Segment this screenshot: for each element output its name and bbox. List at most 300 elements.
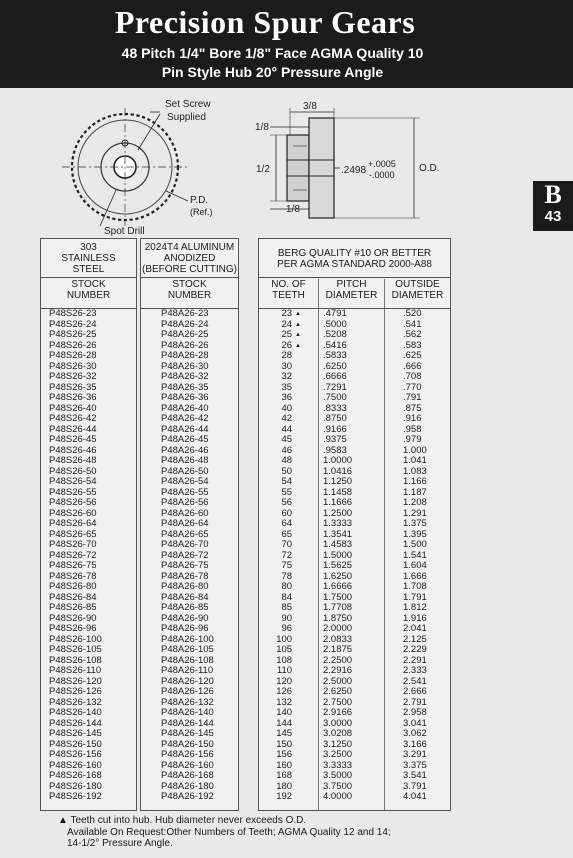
pitch-diameter: 1.2500 [323,507,353,519]
specifications-heading [259,239,450,278]
outside-diameter: 1.208 [403,497,427,508]
pitch-diameter: 2.9166 [323,707,353,718]
outside-diameter: .958 [403,423,422,435]
stainless-stock-number: P48S26-150 [49,738,102,750]
pitch-diameter: .5833 [323,350,347,361]
column-header-line: NO. OF [271,279,306,290]
heading-line: PER AGMA STANDARD 2000-A88 [277,259,432,270]
teeth-count: 60 [281,507,293,519]
table-row [259,383,301,394]
aluminum-stock-number: P48A26-192 [161,791,214,802]
heading-line: STAINLESS [61,253,116,264]
outside-diameter: 1.500 [403,539,427,550]
hub-cut-marker-icon: ▲ [295,321,301,328]
teeth-count: 28 [281,350,293,361]
table-row [259,351,301,362]
table-row [259,404,301,415]
page-title: Precision Spur Gears [114,4,416,40]
teeth-count: 70 [281,539,293,550]
teeth-count: 50 [281,465,293,477]
column-header-line: DIAMETER [391,290,444,301]
aluminum-stock-number: P48A26-78 [161,570,209,582]
pitch-diameter: .5000 [323,318,347,330]
outside-diameter: 1.041 [403,455,427,466]
stainless-steel-heading [41,239,136,278]
teeth-count: 26 [281,339,293,351]
outside-diameter: 1.708 [403,581,427,592]
outside-diameter: 2.958 [403,707,427,718]
outside-diameter: .625 [403,350,422,361]
outside-diameter: 2.333 [403,665,427,676]
stainless-stock-number: P48S26-23 [49,308,97,319]
table-row [161,792,236,803]
aluminum-stock-number: P48A26-30 [161,360,209,372]
column-divider [318,279,319,810]
aluminum-stock-number: P48A26-60 [161,507,209,519]
aluminum-stock-number: P48A26-48 [161,455,209,466]
dim-bottom-face: 1/8 [286,204,300,215]
specifications-panel [258,238,451,811]
outside-diameter: 3.375 [403,759,427,771]
table-row [259,477,301,488]
pitch-diameter: 2.0000 [323,623,353,634]
teeth-count: 85 [281,602,293,613]
stainless-stock-number: P48S26-90 [49,612,97,624]
pitch-diameter: 3.0208 [323,728,353,739]
pitch-diameter-column [323,309,373,803]
stainless-stock-number: P48S26-168 [49,770,102,781]
pitch-diameter: .9375 [323,434,347,445]
pitch-diameter: 1.1666 [323,497,353,508]
table-row [259,488,301,499]
pitch-diameter: 3.7500 [323,780,353,792]
teeth-count: 150 [276,738,293,750]
outside-diameter: 3.791 [403,780,427,792]
table-row [259,435,301,446]
aluminum-stock-number: P48A26-145 [161,728,214,739]
outside-diameter: 2.291 [403,654,427,666]
hub-cut-marker-icon: ▲ [295,311,301,317]
stainless-stock-number: P48S26-85 [49,602,97,613]
teeth-count: 105 [276,644,293,655]
outside-diameter: .791 [403,392,422,403]
dim-top-face: 1/8 [255,122,269,133]
outside-diameter: 1.375 [403,518,427,529]
table-row [259,362,301,373]
outside-diameter: 1.604 [403,560,427,571]
teeth-count: 96 [281,623,293,634]
aluminum-stock-number: P48A26-126 [161,686,214,697]
pitch-diameter: .5416 [323,339,347,351]
pitch-diameter: 1.4583 [323,539,353,550]
stainless-stock-number: P48S26-25 [49,329,97,340]
outside-diameter: 3.291 [403,749,427,760]
aluminum-stock-number: P48A26-80 [161,581,209,592]
aluminum-panel [140,238,239,811]
outside-diameter: 1.187 [403,486,427,498]
aluminum-stock-number: P48A26-70 [161,539,209,550]
teeth-count: 78 [281,570,293,582]
stainless-stock-number: P48S26-105 [49,644,102,655]
pitch-diameter: 2.6250 [323,686,353,697]
heading-line: STEEL [72,264,105,275]
aluminum-stock-number: P48A26-40 [161,402,209,414]
teeth-count: 100 [276,633,293,645]
pitch-diameter: 3.2500 [323,749,353,760]
teeth-column [259,309,301,803]
aluminum-stock-number: P48A26-156 [161,749,214,760]
aluminum-stock-number: P48A26-120 [161,675,214,687]
outside-diameter: 1.083 [403,465,427,477]
pitch-diameter: .9583 [323,444,347,456]
stainless-stock-number: P48S26-110 [49,665,102,676]
aluminum-stock-number: P48A26-100 [161,633,214,645]
teeth-count: 55 [281,486,293,498]
table-row [259,519,301,530]
dim-hub-height: 1/2 [256,164,270,175]
outside-diameter: 3.062 [403,728,427,739]
pitch-diameter: 2.2916 [323,665,353,676]
pitch-diameter: 3.5000 [323,770,353,781]
pitch-diameter-header [319,279,384,307]
aluminum-stock-number: P48A26-24 [161,318,209,330]
dim-bore-tol-minus: -.0000 [369,170,395,180]
set-screw-label-2: Supplied [167,112,206,123]
aluminum-stock-number: P48A26-64 [161,518,209,529]
teeth-count: 140 [276,707,293,718]
aluminum-stock-number: P48A26-45 [161,434,209,445]
teeth-header [259,279,318,307]
aluminum-stock-number: P48A26-23 [161,308,209,319]
stainless-stock-number: P48S26-26 [49,339,97,351]
spot-drill-label: Spot Drill [104,226,145,237]
teeth-count: 46 [281,444,293,456]
heading-line: BERG QUALITY #10 OR BETTER [277,248,432,259]
heading-line: ANODIZED [163,253,216,264]
stainless-stock-number: P48S26-48 [49,455,97,466]
pitch-diameter: 1.5000 [323,549,353,561]
outside-diameter: 1.291 [403,507,427,519]
spec-subtitle-1: 48 Pitch 1/4" Bore 1/8" Face AGMA Quality 10 [121,45,424,61]
stainless-stock-number: P48S26-32 [49,371,97,382]
column-header-line: DIAMETER [325,290,378,301]
stainless-stock-number: P48S26-78 [49,570,97,582]
teeth-count: 40 [281,402,293,414]
teeth-count: 32 [281,371,293,382]
pitch-diameter: 1.0000 [323,455,353,466]
pitch-diameter: 1.7708 [323,602,353,613]
table-row [259,456,301,467]
stainless-stock-number: P48S26-108 [49,654,102,666]
teeth-count: 54 [281,476,293,487]
stainless-stock-number: P48S26-42 [49,413,97,424]
teeth-count: 48 [281,455,293,466]
outside-diameter: 2.541 [403,675,427,687]
aluminum-stock-number: P48A26-168 [161,770,214,781]
aluminum-stock-number: P48A26-144 [161,717,214,729]
aluminum-stock-number: P48A26-72 [161,549,209,561]
teeth-count: 72 [281,549,293,561]
stock-number-header [41,279,136,307]
footnote-line-1: ▲ Teeth cut into hub. Hub diameter never exceeds O.D. [58,815,307,826]
pitch-diameter: 1.1458 [323,486,353,498]
stainless-stock-number: P48S26-36 [49,392,97,403]
outside-diameter: 2.041 [403,623,427,634]
table-row [259,540,301,551]
table-row [259,551,301,562]
pitch-diameter: 2.1875 [323,644,353,655]
column-header-line: NUMBER [66,290,111,301]
dim-outside-diameter: O.D. [419,163,440,174]
table-row [259,593,301,604]
table-row [259,572,301,583]
stainless-stock-number: P48S26-24 [49,318,97,330]
outside-diameter: .708 [403,371,422,382]
gear-drawing [0,88,573,238]
heading-line: 2024T4 ALUMINUM [144,242,235,253]
table-row [259,320,301,331]
aluminum-stock-number: P48A26-32 [161,371,209,382]
stainless-stock-number: P48S26-126 [49,686,102,697]
pitch-diameter: .5208 [323,329,347,340]
hub-cut-marker-icon: ▲ [295,332,301,338]
aluminum-stock-number: P48A26-160 [161,759,214,771]
table-row [403,792,443,803]
aluminum-stock-number: P48A26-26 [161,339,209,351]
teeth-count: 120 [276,675,293,687]
table-row [259,614,301,625]
outside-diameter: 1.166 [403,476,427,487]
dim-bore-tol-plus: +.0005 [368,159,396,169]
aluminum-stock-number: P48A26-96 [161,623,209,634]
aluminum-heading [141,239,238,278]
outside-diameter: 4.041 [403,791,427,802]
stainless-stock-number: P48S26-160 [49,759,102,771]
stainless-stock-number: P48S26-120 [49,675,102,687]
outside-diameter: 1.812 [403,602,427,613]
aluminum-stock-number: P48A26-56 [161,497,209,508]
teeth-count: 168 [276,770,293,781]
stainless-stock-number: P48S26-46 [49,444,97,456]
spec-subtitle-2: Pin Style Hub 20° Pressure Angle [161,64,384,80]
outside-diameter-column [403,309,443,803]
pitch-diameter: 1.3333 [323,518,353,529]
stainless-stock-number: P48S26-80 [49,581,97,592]
aluminum-stock-column [161,309,236,803]
stainless-stock-number: P48S26-192 [49,791,102,802]
outside-diameter: 3.541 [403,770,427,781]
section-letter: B [544,180,562,209]
aluminum-stock-number: P48A26-75 [161,560,209,571]
stainless-stock-number: P48S26-75 [49,560,97,571]
aluminum-stock-number: P48A26-42 [161,413,209,424]
teeth-count: 126 [276,686,293,697]
table-row [259,792,301,803]
aluminum-stock-number: P48A26-132 [161,696,214,708]
set-screw-label-1: Set Screw [165,99,211,110]
table-row [259,467,301,478]
stainless-stock-number: P48S26-35 [49,381,97,393]
stainless-stock-number: P48S26-44 [49,423,97,435]
pitch-diameter: 1.1250 [323,476,353,487]
table-row [49,792,134,803]
table-row [259,393,301,404]
teeth-count: 192 [276,791,293,802]
dim-bore: .2498 [341,165,367,176]
outside-diameter: 3.166 [403,738,427,750]
stainless-stock-number: P48S26-56 [49,497,97,508]
footnote [58,815,478,850]
table-row [259,498,301,509]
outside-diameter: .541 [403,318,422,330]
teeth-count: 75 [281,560,293,571]
outside-diameter: 1.791 [403,591,427,603]
pitch-diameter: 1.8750 [323,612,353,624]
stainless-stock-number: P48S26-156 [49,749,102,760]
teeth-count: 30 [281,360,293,372]
outside-diameter: .562 [403,329,422,340]
column-header-line: STOCK [71,279,106,290]
aluminum-stock-number: P48A26-150 [161,738,214,750]
teeth-count: 156 [276,749,293,760]
outside-diameter: 2.791 [403,696,427,708]
teeth-count: 160 [276,759,293,771]
aluminum-stock-number: P48A26-65 [161,528,209,540]
gear-front-view [62,108,188,226]
table-row [259,309,301,320]
outside-diameter: .770 [403,381,422,393]
aluminum-stock-number: P48A26-108 [161,654,214,666]
outside-diameter: 2.666 [403,686,427,697]
stainless-stock-number: P48S26-100 [49,633,102,645]
pitch-diameter: .6250 [323,360,347,372]
pitch-diameter: .7500 [323,392,347,403]
outside-diameter: .666 [403,360,422,372]
table-row [259,330,301,341]
table-row [259,414,301,425]
teeth-count: 132 [276,696,293,708]
outside-diameter: 3.041 [403,717,427,729]
teeth-count: 145 [276,728,293,739]
pitch-diameter: 3.3333 [323,759,353,771]
outside-diameter: .916 [403,413,422,424]
section-page-number: 43 [544,208,562,225]
teeth-count: 84 [281,591,293,603]
stainless-steel-panel [40,238,137,811]
pitch-diameter: 1.6250 [323,570,353,582]
column-header-line: PITCH [336,279,367,290]
outside-diameter: .979 [403,434,422,445]
pd-ref-label: (Ref.) [190,207,213,217]
teeth-count: 80 [281,581,293,592]
column-header-line: OUTSIDE [395,279,440,290]
aluminum-stock-number: P48A26-180 [161,780,214,792]
table-row [259,561,301,572]
aluminum-stock-number: P48A26-28 [161,350,209,361]
aluminum-stock-number: P48A26-90 [161,612,209,624]
table-row [259,341,301,352]
teeth-count: 24 [281,318,293,330]
stainless-stock-number: P48S26-64 [49,518,97,529]
aluminum-stock-number: P48A26-110 [161,665,214,676]
gear-side-view [270,108,420,218]
column-header-line: NUMBER [167,290,212,301]
teeth-count: 144 [276,717,293,729]
stainless-stock-number: P48S26-50 [49,465,97,477]
stainless-stock-number: P48S26-70 [49,539,97,550]
column-header-line: TEETH [272,290,305,301]
heading-line: (BEFORE CUTTING) [142,264,237,275]
outside-diameter: .520 [403,308,422,319]
stainless-stock-number: P48S26-180 [49,780,102,792]
pitch-diameter: .4791 [323,308,347,319]
pitch-diameter: .7291 [323,381,347,393]
aluminum-stock-number: P48A26-54 [161,476,209,487]
pitch-diameter: .8750 [323,413,347,424]
column-divider [384,279,385,810]
outside-diameter: .583 [403,339,422,351]
stainless-stock-number: P48S26-55 [49,486,97,498]
dim-hub-length: 3/8 [303,101,317,112]
outside-diameter: 1.395 [403,528,427,540]
page-header [0,0,573,88]
teeth-count: 110 [276,665,293,676]
aluminum-stock-number: P48A26-140 [161,707,214,718]
pitch-diameter: 1.7500 [323,591,353,603]
stainless-stock-number: P48S26-30 [49,360,97,372]
pd-label: P.D. [190,195,209,206]
pitch-diameter: 2.7500 [323,696,353,708]
table-row [259,509,301,520]
stainless-stock-number: P48S26-28 [49,350,97,361]
heading-line: 303 [80,242,97,253]
column-header-line: STOCK [172,279,207,290]
pitch-diameter: 4.0000 [323,791,353,802]
outside-diameter: 1.541 [403,549,427,561]
aluminum-stock-number: P48A26-35 [161,381,209,393]
teeth-count: 108 [276,654,293,666]
aluminum-stock-number: P48A26-44 [161,423,209,435]
pitch-diameter: 2.2500 [323,654,353,666]
table-row [259,582,301,593]
stainless-stock-number: P48S26-84 [49,591,97,603]
table-row [259,603,301,614]
outside-diameter: 1.666 [403,570,427,582]
stainless-stock-number: P48S26-144 [49,717,102,729]
aluminum-stock-number: P48A26-84 [161,591,209,603]
outside-diameter: .875 [403,402,422,414]
stainless-stock-number: P48S26-65 [49,528,97,540]
aluminum-stock-number: P48A26-25 [161,329,209,340]
stainless-stock-number: P48S26-96 [49,623,97,634]
pitch-diameter: .8333 [323,402,347,414]
stainless-stock-number: P48S26-72 [49,549,97,561]
pitch-diameter: 1.6666 [323,581,353,592]
stainless-stock-number: P48S26-132 [49,696,102,708]
outside-diameter: 1.000 [403,444,427,456]
teeth-count: 36 [281,392,293,403]
pitch-diameter: 2.5000 [323,675,353,687]
aluminum-stock-number: P48A26-50 [161,465,209,477]
outside-diameter-header [385,279,450,307]
pitch-diameter: 1.0416 [323,465,353,477]
pitch-diameter: .9166 [323,423,347,435]
aluminum-stock-number: P48A26-46 [161,444,209,456]
aluminum-stock-number: P48A26-85 [161,602,209,613]
teeth-count: 65 [281,528,293,540]
stainless-stock-number: P48S26-145 [49,728,102,739]
teeth-count: 56 [281,497,293,508]
